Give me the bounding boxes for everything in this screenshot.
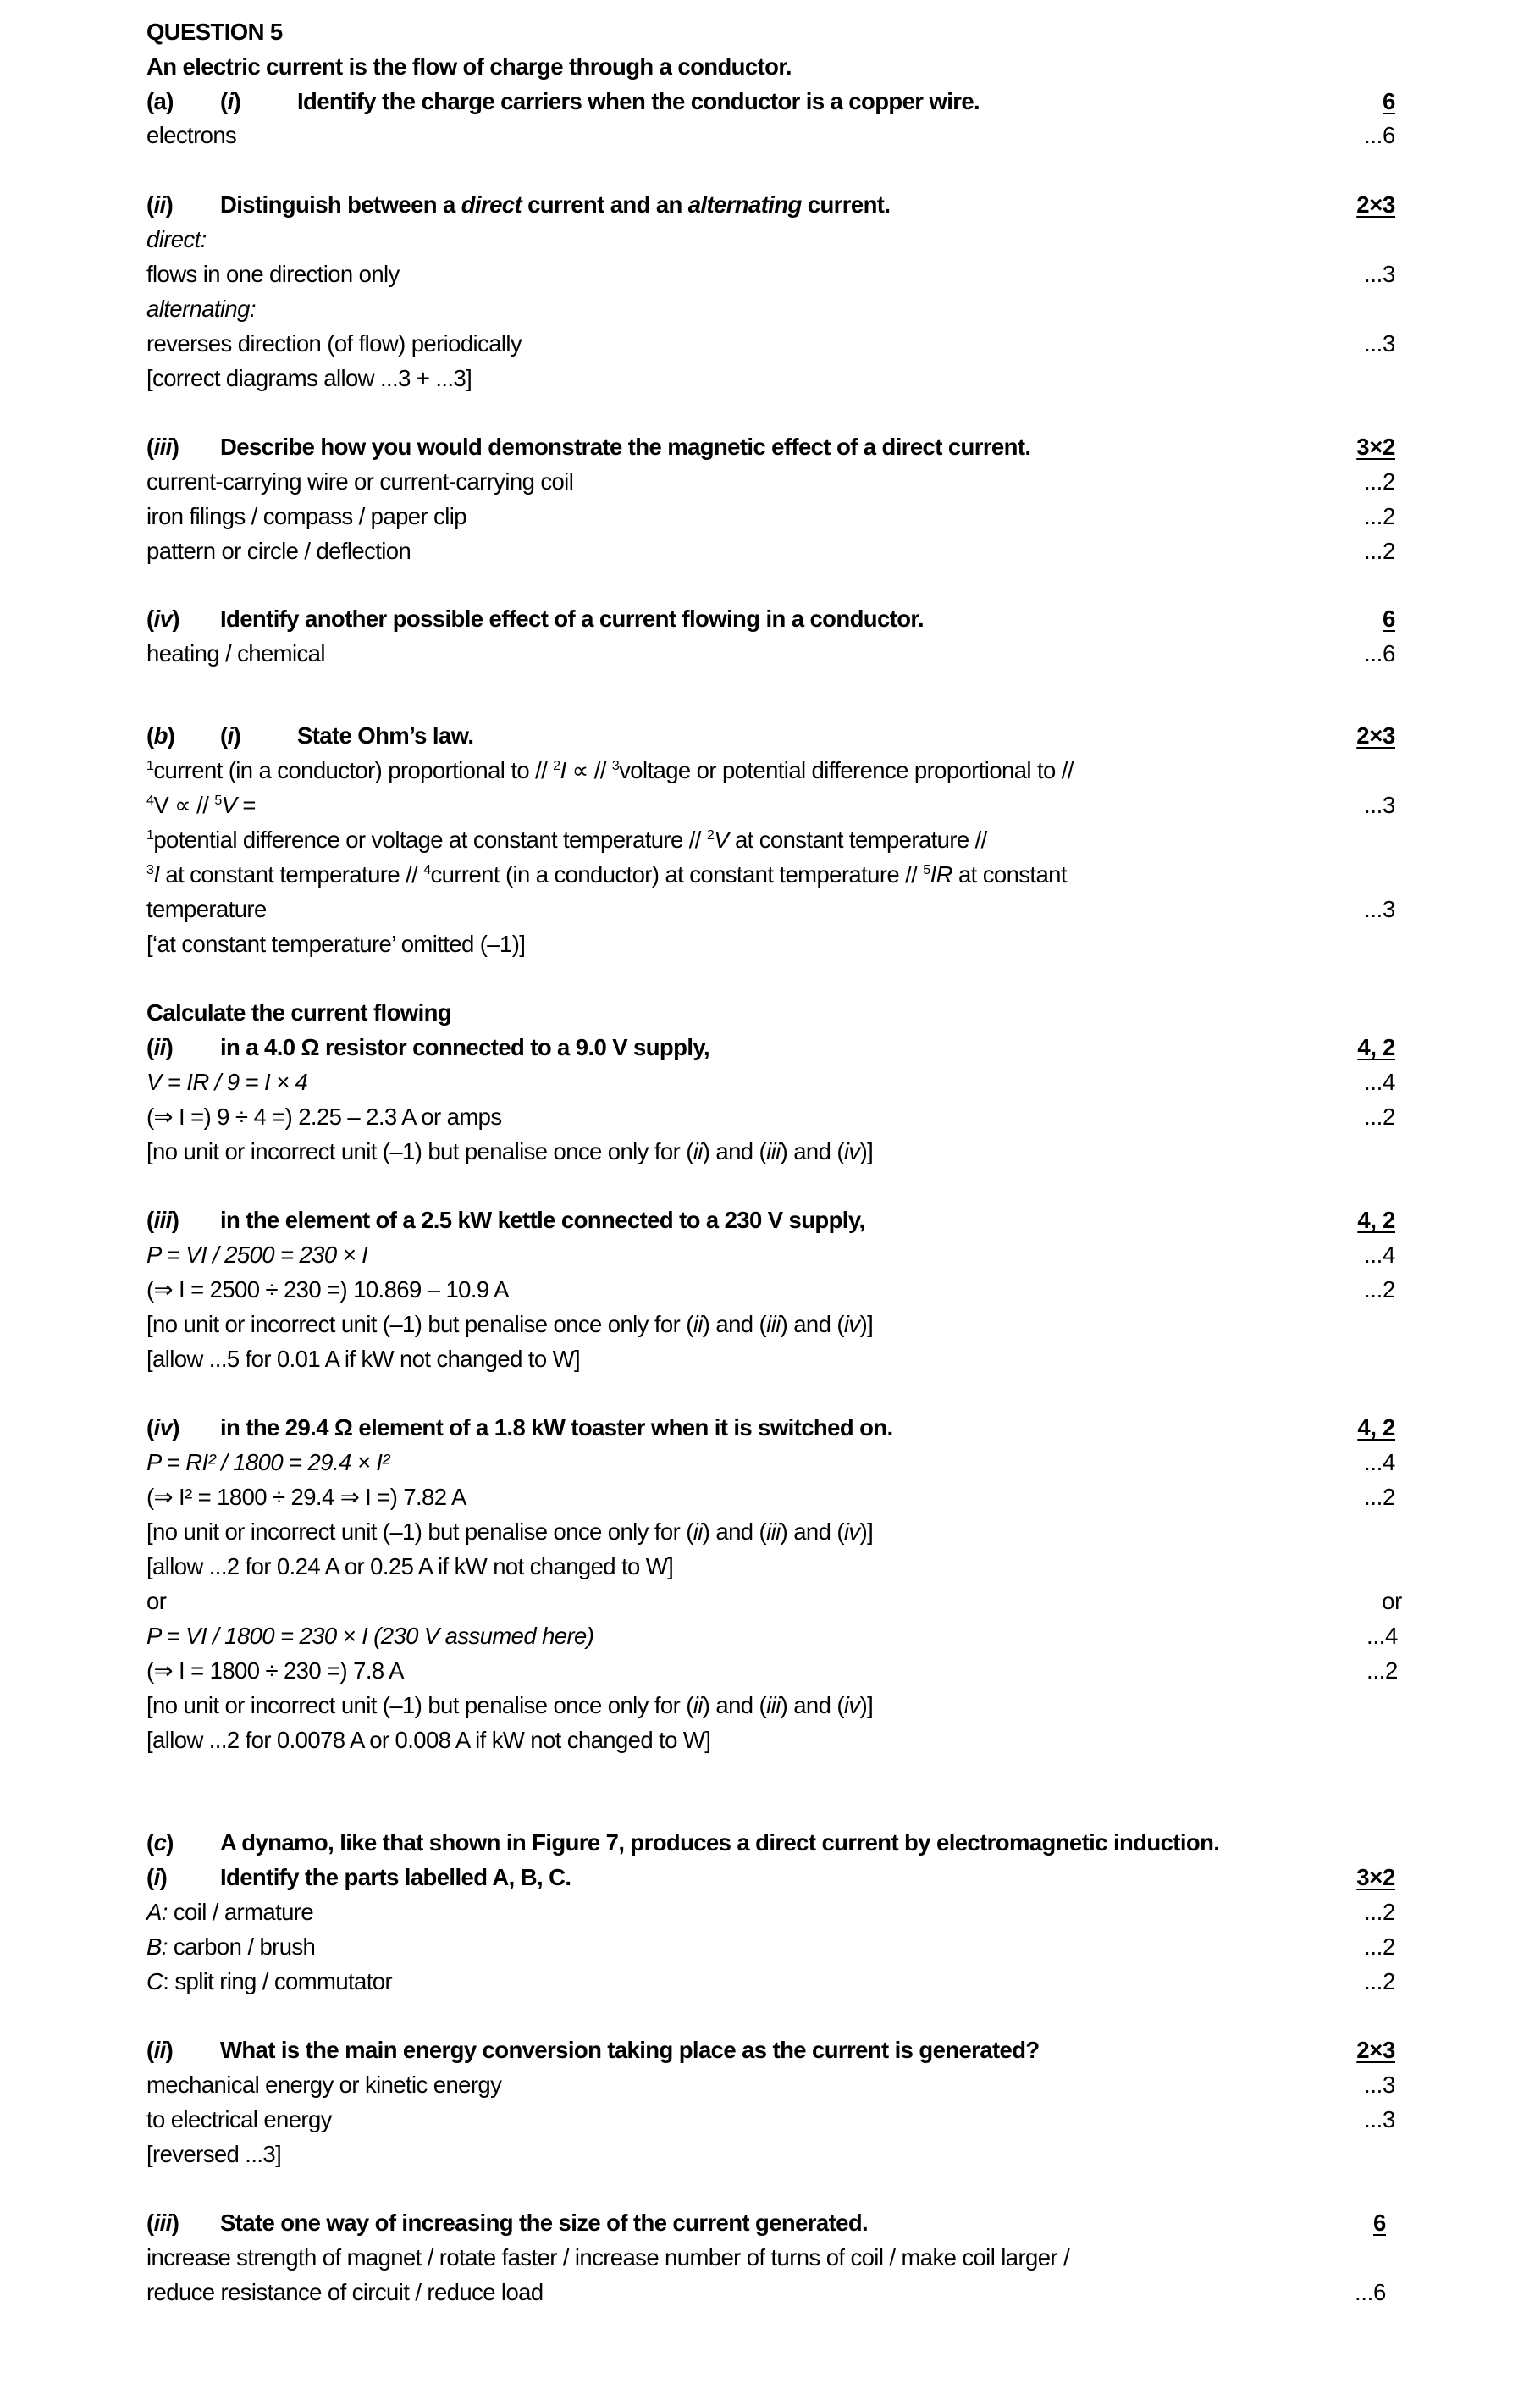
answer-text: $^1$current (in a conductor) proportional to // $^2$I ∝ // $^3$voltage or potential difference proportional to // (146, 757, 1074, 783)
equation: P = RI² / 1800 = 29.4 × I² (146, 1449, 389, 1475)
answer-line (146, 499, 1395, 534)
question-text: Describe how you would demonstrate the magnetic effect of a direct current. (220, 434, 1031, 460)
equation: P = VI / 2500 = 230 × I (146, 1242, 368, 1268)
part-b-i-heading (146, 718, 1395, 753)
answer-label: alternating: (146, 296, 256, 322)
subpart-label: (i) (220, 88, 241, 114)
marks-total: 2×3 (1356, 191, 1395, 218)
marks-total: 6 (1383, 88, 1395, 114)
answer-text: $^3$I at constant temperature // $^4$current (in a conductor) at constant temperature // $^5$IR at constant (146, 861, 1067, 888)
equation: (⇒ I² = 1800 ÷ 29.4 ⇒ I =) 7.82 A (146, 1484, 466, 1510)
answer-label-line (146, 222, 1395, 257)
answer-mark: ...3 (1363, 2071, 1395, 2098)
answer-mark: ...2 (1363, 1484, 1395, 1510)
marking-note: [no unit or incorrect unit (–1) but penalise once only for (ii) and (iii) and (iv)] (146, 1138, 874, 1164)
part-c-iii-heading (146, 2205, 1386, 2240)
marking-note-line (146, 1549, 1395, 1584)
marks-total: 4, 2 (1357, 1414, 1395, 1441)
question-text: Identify the parts labelled A, B, C. (220, 1864, 571, 1890)
answer-text: increase strength of magnet / rotate faster / increase number of turns of coil / make coil larger / (146, 2244, 1070, 2271)
answer-line (146, 753, 1395, 788)
answer-line (146, 534, 1395, 568)
answer-mark: ...4 (1363, 1449, 1395, 1475)
marking-note: [allow ...5 for 0.01 A if kW not changed to W] (146, 1346, 580, 1372)
marking-note-line (146, 1307, 1395, 1341)
question-text: Distinguish between a direct current and an alternating current. (220, 191, 891, 218)
answer-line (146, 2240, 1395, 2275)
question-text: What is the main energy conversion taking place as the current is generated? (220, 2037, 1040, 2063)
answer-text: heating / chemical (146, 640, 325, 667)
part-b-iv-heading (146, 1410, 1395, 1445)
question-text: in a 4.0 Ω resistor connected to a 9.0 V supply, (220, 1034, 710, 1060)
equation: (⇒ I = 1800 ÷ 230 =) 7.8 A (146, 1657, 404, 1684)
marks-total: 3×2 (1356, 434, 1395, 460)
answer-mark: ...2 (1363, 1276, 1395, 1303)
marking-note: [allow ...2 for 0.0078 A or 0.008 A if kW not changed to W] (146, 1727, 711, 1753)
answer-text: C: split ring / commutator (146, 1968, 393, 1994)
answer-line (146, 822, 1395, 857)
answer-text: $^1$potential difference or voltage at constant temperature // $^2$V at constant temperature // (146, 827, 987, 853)
answer-text: A: coil / armature (146, 1899, 314, 1925)
subpart-label: (ii) (146, 2037, 174, 2063)
marking-note-line (146, 2137, 1395, 2171)
question-title: QUESTION 5 (146, 19, 283, 45)
answer-line (146, 1237, 1395, 1272)
answer-line (146, 1894, 1395, 1929)
answer-text: reduce resistance of circuit / reduce load (146, 2279, 544, 2305)
equation: (⇒ I = 2500 ÷ 230 =) 10.869 – 10.9 A (146, 1276, 509, 1303)
marking-note-line (146, 1688, 1395, 1723)
subpart-label: (iv) (146, 606, 179, 632)
question-title-line (146, 14, 1395, 49)
answer-mark: ...6 (1363, 122, 1395, 148)
subpart-label: (iv) (146, 1414, 179, 1441)
question-stem: An electric current is the flow of charge through a conductor. (146, 53, 792, 80)
equation: V = IR / 9 = I × 4 (146, 1069, 308, 1095)
subpart-label: (iii) (146, 1207, 179, 1233)
answer-mark: ...2 (1363, 1933, 1395, 1960)
marks-total: 2×3 (1356, 722, 1395, 749)
answer-line (146, 892, 1395, 926)
part-c-stem (146, 1825, 1501, 1860)
question-text: Identify another possible effect of a current flowing in a conductor. (220, 606, 925, 632)
answer-text: $^4$V ∝ // $^5$V = (146, 792, 256, 818)
answer-line (146, 1480, 1395, 1514)
answer-mark: ...6 (1363, 640, 1395, 667)
answer-line (146, 326, 1395, 361)
marking-note: [reversed ...3] (146, 2141, 282, 2167)
answer-mark: ...3 (1363, 2106, 1395, 2132)
marking-note: [no unit or incorrect unit (–1) but penalise once only for (ii) and (iii) and (iv)] (146, 1311, 874, 1337)
answer-line (146, 1065, 1395, 1099)
question-text: A dynamo, like that shown in Figure 7, produces a direct current by electromagnetic induction. (220, 1829, 1220, 1856)
calc-heading: Calculate the current flowing (146, 999, 452, 1026)
subpart-label: (ii) (146, 1034, 174, 1060)
part-a-iv-heading (146, 601, 1395, 636)
question-text: State Ohm’s law. (297, 722, 474, 749)
marking-note-line (146, 1514, 1395, 1549)
part-a-iii-heading (146, 429, 1395, 464)
answer-text: pattern or circle / deflection (146, 538, 411, 564)
alternative-separator (146, 1584, 1402, 1618)
answer-mark: ...2 (1363, 1103, 1395, 1130)
subpart-label: (iii) (146, 2210, 179, 2236)
marks-total: 3×2 (1356, 1864, 1395, 1890)
answer-mark: ...4 (1366, 1623, 1398, 1649)
part-a-i-heading (146, 84, 1395, 119)
subpart-label: (iii) (146, 434, 179, 460)
answer-line (146, 2067, 1395, 2102)
question-text: Identify the charge carriers when the conductor is a copper wire. (297, 88, 980, 114)
marking-note-line (146, 361, 1395, 395)
answer-line (146, 1964, 1395, 1999)
marking-note-line (146, 1723, 1395, 1757)
or-mark: or (1382, 1588, 1402, 1614)
marks-total: 6 (1373, 2210, 1386, 2236)
answer-line (146, 2275, 1386, 2309)
answer-line (146, 2102, 1395, 2137)
answer-text: temperature (146, 896, 267, 922)
answer-line (146, 1618, 1398, 1653)
answer-mark: ...3 (1363, 330, 1395, 357)
part-b-ii-heading (146, 1030, 1395, 1065)
part-a-ii-heading (146, 187, 1395, 222)
answer-text: mechanical energy or kinetic energy (146, 2071, 502, 2098)
marks-total: 2×3 (1356, 2037, 1395, 2063)
equation: (⇒ I =) 9 ÷ 4 =) 2.25 – 2.3 A or amps (146, 1103, 502, 1130)
answer-mark: ...2 (1366, 1657, 1398, 1684)
answer-text: iron filings / compass / paper clip (146, 503, 466, 529)
part-label: (a) (146, 88, 174, 114)
answer-mark: ...3 (1363, 896, 1395, 922)
part-c-ii-heading (146, 2033, 1395, 2067)
answer-label: direct: (146, 226, 207, 252)
answer-mark: ...2 (1363, 503, 1395, 529)
marking-note: [no unit or incorrect unit (–1) but penalise once only for (ii) and (iii) and (iv)] (146, 1692, 874, 1718)
answer-line (146, 118, 1395, 152)
answer-text: reverses direction (of flow) periodically (146, 330, 522, 357)
answer-line (146, 1099, 1395, 1134)
answer-line (146, 788, 1395, 822)
equation: P = VI / 1800 = 230 × I (230 V assumed here) (146, 1623, 594, 1649)
answer-text: B: carbon / brush (146, 1933, 316, 1960)
answer-mark: ...3 (1363, 792, 1395, 818)
subpart-label: (i) (146, 1864, 168, 1890)
part-label: (c) (146, 1829, 174, 1856)
answer-line (146, 1272, 1395, 1307)
answer-mark: ...4 (1363, 1069, 1395, 1095)
question-stem-line (146, 49, 1395, 84)
marks-total: 4, 2 (1357, 1207, 1395, 1233)
part-label: (b) (146, 722, 175, 749)
question-text: State one way of increasing the size of the current generated. (220, 2210, 869, 2236)
marking-note-line (146, 1134, 1395, 1169)
answer-text: flows in one direction only (146, 261, 400, 287)
answer-line (146, 1445, 1395, 1480)
answer-line (146, 1653, 1398, 1688)
answer-line (146, 464, 1395, 499)
marking-note-line (146, 926, 1395, 961)
answer-mark: ...4 (1363, 1242, 1395, 1268)
marking-note-line (146, 1341, 1395, 1376)
marking-note: [‘at constant temperature’ omitted (–1)] (146, 931, 526, 957)
answer-mark: ...2 (1363, 538, 1395, 564)
marking-note: [no unit or incorrect unit (–1) but penalise once only for (ii) and (iii) and (iv)] (146, 1518, 874, 1545)
marks-total: 6 (1383, 606, 1395, 632)
answer-text: current-carrying wire or current-carrying coil (146, 468, 574, 495)
answer-text: electrons (146, 122, 237, 148)
answer-line (146, 636, 1395, 671)
answer-mark: ...3 (1363, 261, 1395, 287)
question-text: in the 29.4 Ω element of a 1.8 kW toaster when it is switched on. (220, 1414, 893, 1441)
subpart-label: (ii) (146, 191, 174, 218)
subpart-label: (i) (220, 722, 241, 749)
answer-line (146, 257, 1395, 291)
part-b-iii-heading (146, 1203, 1395, 1237)
answer-mark: ...2 (1363, 1968, 1395, 1994)
marks-total: 4, 2 (1357, 1034, 1395, 1060)
answer-line (146, 857, 1395, 892)
marking-note: [allow ...2 for 0.24 A or 0.25 A if kW not changed to W] (146, 1553, 674, 1579)
marking-note: [correct diagrams allow ...3 + ...3] (146, 365, 472, 391)
or-text: or (146, 1588, 167, 1614)
answer-text: to electrical energy (146, 2106, 332, 2132)
answer-mark: ...2 (1363, 1899, 1395, 1925)
answer-mark: ...2 (1363, 468, 1395, 495)
answer-label-line (146, 291, 1395, 326)
calc-heading-line (146, 995, 1395, 1030)
question-text: in the element of a 2.5 kW kettle connected to a 230 V supply, (220, 1207, 865, 1233)
answer-line (146, 1929, 1395, 1964)
answer-mark: ...6 (1354, 2279, 1386, 2305)
part-c-i-heading (146, 1860, 1395, 1894)
